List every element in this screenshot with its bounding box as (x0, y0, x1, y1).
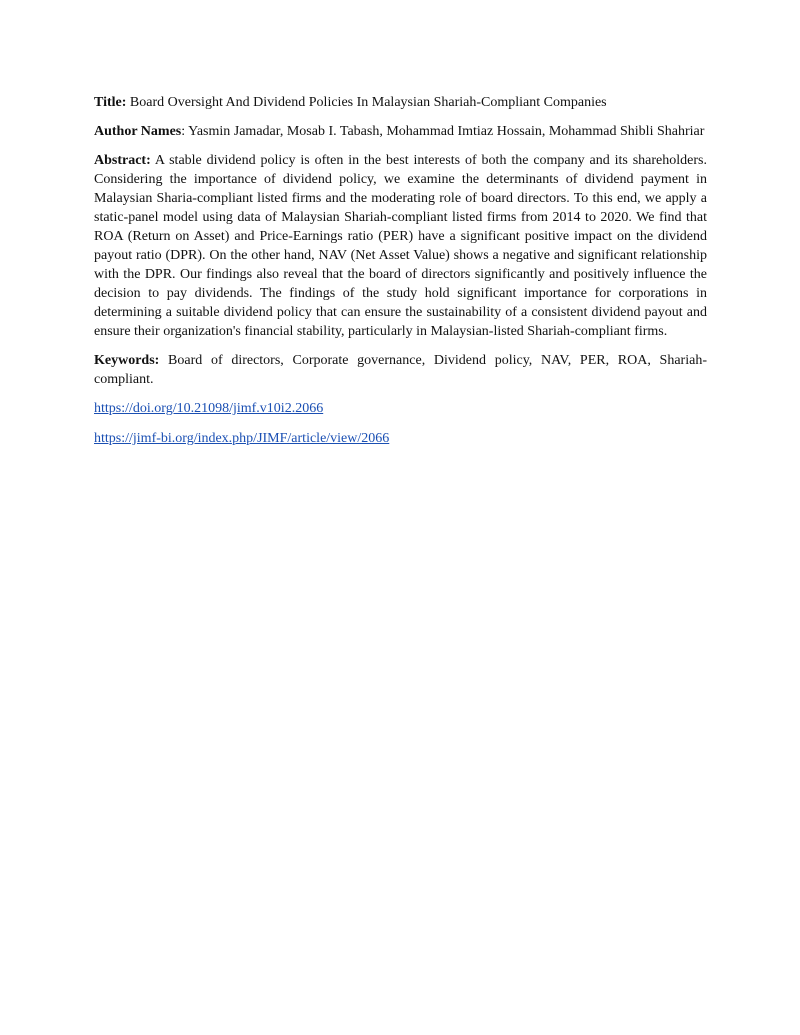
title-text: Board Oversight And Dividend Policies In Malaysian Shariah-Compliant Companies (126, 95, 607, 110)
keywords-text: Board of directors, Corporate governance, Dividend policy, NAV, PER, ROA, Shariah-compliant. (94, 353, 707, 387)
article-url-link[interactable]: https://jimf-bi.org/index.php/JIMF/article/view/2066 (94, 431, 390, 446)
title-label: Title: (94, 95, 127, 110)
title-paragraph (94, 93, 707, 112)
authors-text: : Yasmin Jamadar, Mosab I. Tabash, Mohammad Imtiaz Hossain, Mohammad Shibli Shahriar (181, 124, 705, 139)
article-url-paragraph (94, 429, 707, 448)
abstract-label: Abstract: (94, 153, 151, 168)
article-summary (94, 93, 707, 459)
authors-label: Author Names (94, 124, 182, 139)
keywords-label: Keywords: (94, 353, 160, 368)
abstract-paragraph (94, 151, 707, 341)
abstract-text: A stable dividend policy is often in the best interests of both the company and its shareholders. Considering the importance of dividend policy, we examine the determinants of dividend payment in Malaysian Sharia-compliant listed firms and the moderating role of board directors. To this end, we apply a static-panel model using data of Malaysian Shariah-compliant listed firms from 2014 to 2020. We find that ROA (Return on Asset) and Price-Earnings ratio (PER) have a significant positive impact on the dividend payout ratio (DPR). On the other hand, NAV (Net Asset Value) shows a negative and significant relationship with the DPR. Our findings also reveal that the board of directors significantly and positively influence the decision to pay dividends. The findings of the study hold significant importance for corporations in determining a suitable dividend policy that can ensure the sustainability of a consistent dividend payout and ensure their organization's financial stability, particularly in Malaysian-listed Shariah-compliant firms. (94, 153, 707, 339)
doi-link[interactable]: https://doi.org/10.21098/jimf.v10i2.2066 (94, 401, 324, 416)
doi-paragraph (94, 399, 707, 418)
authors-paragraph (94, 122, 707, 141)
keywords-paragraph (94, 351, 707, 389)
